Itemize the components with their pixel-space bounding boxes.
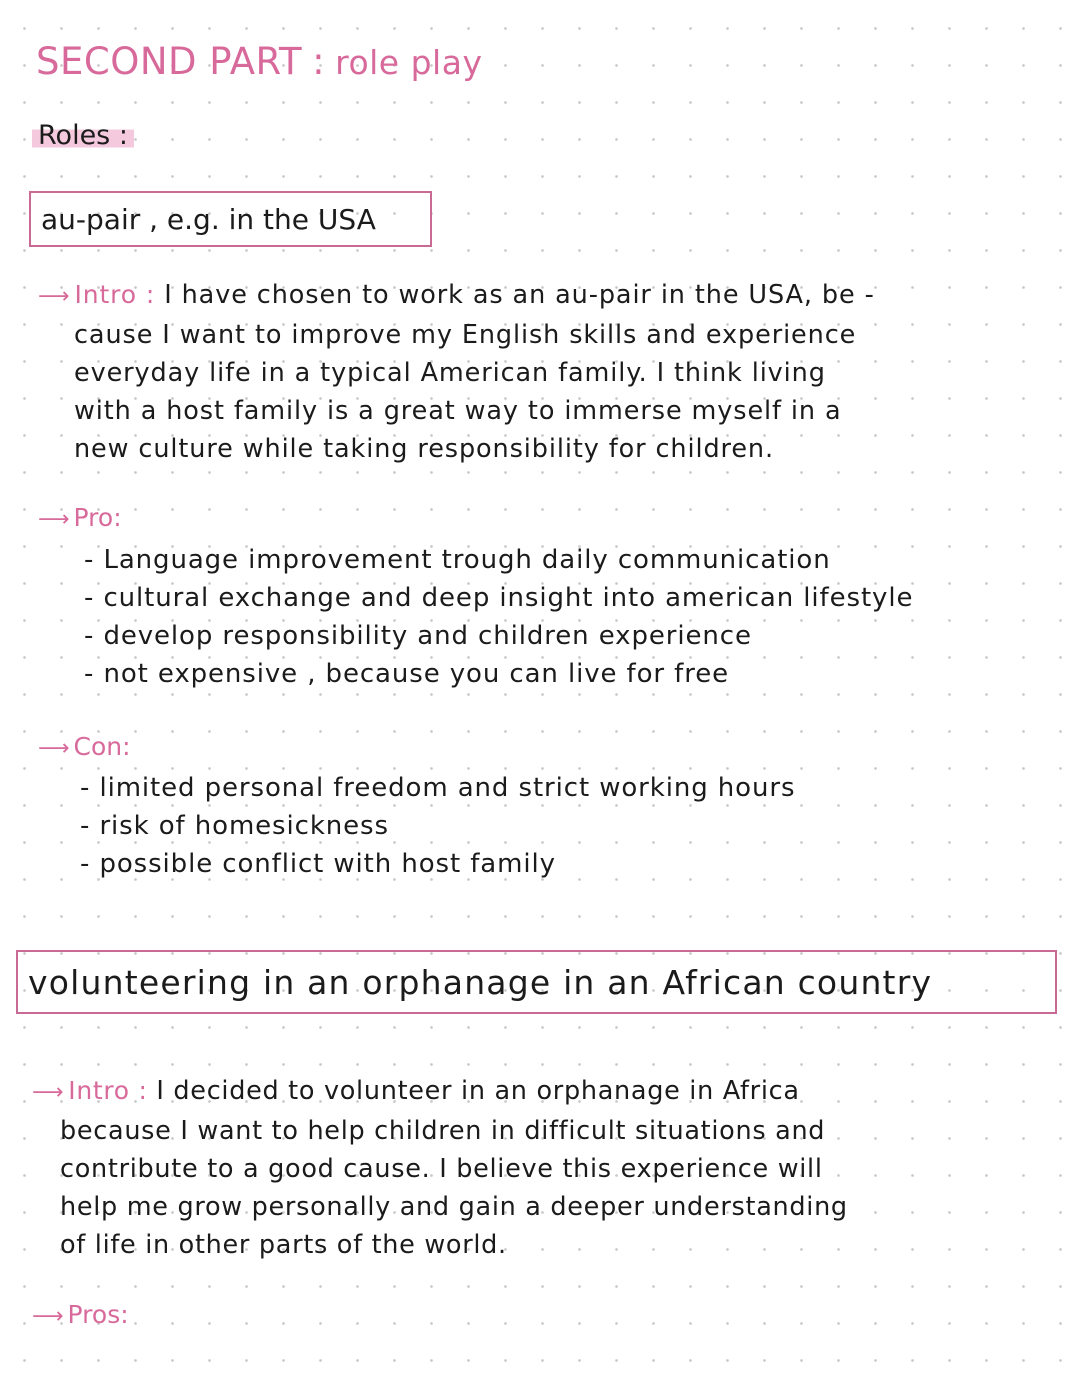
volunteering-intro-label: Intro : xyxy=(68,1076,148,1105)
volunteering-intro xyxy=(32,1072,1077,1264)
volunteering-pros-heading xyxy=(32,1300,129,1330)
title-separator: : xyxy=(312,40,326,83)
list-item: - Language improvement trough daily communication xyxy=(84,545,831,575)
au-pair-pro-heading xyxy=(38,503,122,533)
au-pair-pro-list xyxy=(84,541,913,693)
au-pair-intro-line: cause I want to improve my English skills and experience xyxy=(74,320,857,350)
au-pair-intro-line: with a host family is a great way to immerse myself in a xyxy=(74,396,842,426)
arrow-right-icon: ⟶ xyxy=(38,284,71,309)
role-box-au-pair-label: au-pair , e.g. in the USA xyxy=(41,202,376,236)
arrow-right-icon: ⟶ xyxy=(38,736,70,761)
au-pair-con-list xyxy=(80,769,795,883)
arrow-right-icon: ⟶ xyxy=(32,1304,64,1329)
title-main: SECOND PART xyxy=(36,40,303,83)
list-item: - cultural exchange and deep insight into american lifestyle xyxy=(84,583,914,613)
au-pair-con-heading xyxy=(38,732,131,762)
volunteering-intro-line: help me grow personally and gain a deeper understanding xyxy=(60,1192,848,1222)
au-pair-intro-label: Intro : xyxy=(74,280,156,309)
volunteering-intro-line: contribute to a good cause. I believe this experience will xyxy=(60,1154,823,1184)
au-pair-pro-label: Pro: xyxy=(73,503,122,532)
volunteering-pros-label: Pros: xyxy=(67,1300,129,1329)
au-pair-intro-line: I have chosen to work as an au-pair in the USA, be - xyxy=(164,280,875,310)
arrow-right-icon: ⟶ xyxy=(38,507,70,532)
volunteering-intro-first-line xyxy=(32,1072,1077,1112)
role-box-au-pair xyxy=(29,191,432,247)
list-item: - limited personal freedom and strict working hours xyxy=(80,773,796,803)
list-item: - possible conflict with host family xyxy=(80,849,556,879)
role-box-volunteering xyxy=(16,950,1057,1014)
volunteering-intro-line: because I want to help children in difficult situations and xyxy=(60,1116,826,1146)
au-pair-intro xyxy=(38,276,1073,468)
au-pair-intro-first-line xyxy=(38,276,1073,316)
role-box-volunteering-label: volunteering in an orphanage in an African country xyxy=(28,962,933,1002)
au-pair-con-label: Con: xyxy=(73,732,131,761)
page-title xyxy=(36,40,482,83)
list-item: - risk of homesickness xyxy=(80,811,389,841)
arrow-right-icon: ⟶ xyxy=(32,1080,65,1105)
list-item: - develop responsibility and children experience xyxy=(84,621,752,651)
au-pair-intro-line: new culture while taking responsibility for children. xyxy=(74,434,775,464)
roles-heading: Roles : xyxy=(32,120,134,151)
au-pair-intro-line: everyday life in a typical American family. I think living xyxy=(74,358,826,388)
volunteering-intro-line: of life in other parts of the world. xyxy=(60,1230,507,1260)
list-item: - not expensive , because you can live for free xyxy=(84,659,730,689)
volunteering-intro-line: I decided to volunteer in an orphanage in Africa xyxy=(156,1076,800,1106)
title-subtitle: role play xyxy=(335,43,483,82)
